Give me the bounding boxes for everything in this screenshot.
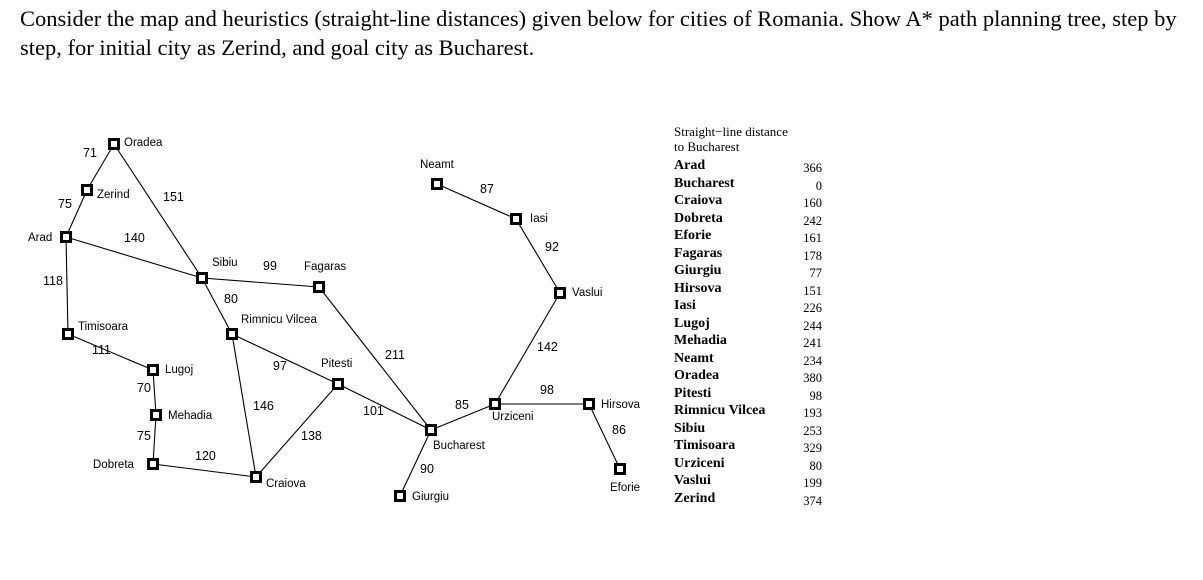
distance-bucharest-urziceni: 85 [455, 398, 469, 412]
distance-lugoj-mehadia: 70 [137, 381, 151, 395]
city-node-oradea [108, 138, 120, 150]
road-craiova-pitesti [256, 384, 338, 477]
city-node-iasi [510, 213, 522, 225]
distance-dobreta-craiova: 120 [195, 449, 216, 463]
heuristic-row-city: Dobreta [674, 211, 723, 226]
heuristic-row-city: Sibiu [674, 421, 706, 436]
heuristic-row-city: Vaslui [674, 473, 711, 488]
city-node-lugoj [147, 364, 159, 376]
heuristic-row-value: 234 [803, 354, 822, 368]
heuristic-row-city: Pitesti [674, 386, 712, 401]
heuristic-row-value: 226 [803, 301, 822, 315]
city-label-iasi: Iasi [530, 213, 548, 225]
city-node-pitesti [332, 378, 344, 390]
city-label-fagaras: Fagaras [304, 261, 347, 273]
city-node-mehadia [150, 409, 162, 421]
city-node-zerind [81, 184, 93, 196]
distance-pitesti-bucharest: 101 [363, 404, 384, 418]
heuristic-table-title-line2: to Bucharest [674, 139, 740, 154]
heuristic-row-city: Fagaras [674, 246, 723, 261]
distance-urziceni-hirsova: 98 [540, 383, 554, 397]
heuristic-row-city: Giurgiu [674, 263, 722, 278]
city-label-lugoj: Lugoj [165, 364, 194, 376]
distance-hirsova-eforie: 86 [612, 423, 626, 437]
road-mehadia-dobreta [153, 415, 156, 464]
road-oradea-sibiu [114, 144, 202, 278]
city-label-mehadia: Mehadia [168, 410, 213, 422]
heuristic-row-value: 329 [803, 441, 822, 455]
heuristic-row-value: 98 [809, 389, 822, 403]
distance-fagaras-bucharest: 211 [385, 348, 405, 362]
city-node-giurgiu [394, 490, 406, 502]
heuristic-row-value: 80 [809, 459, 822, 473]
city-node-rimnicu [226, 328, 238, 340]
heuristic-row-value: 161 [803, 231, 822, 245]
heuristic-row-value: 193 [803, 406, 822, 420]
road-pitesti-bucharest [338, 384, 431, 430]
city-node-hirsova [583, 398, 595, 410]
distance-iasi-neamt: 87 [480, 182, 494, 196]
heuristic-row-city: Rimnicu Vilcea [674, 403, 766, 418]
heuristic-row-value: 242 [803, 214, 822, 228]
distance-rimnicu-craiova: 146 [253, 399, 274, 413]
heuristic-row-value: 199 [803, 476, 822, 490]
heuristic-table [674, 124, 823, 508]
distance-arad-timisoara: 118 [43, 274, 63, 288]
heuristic-row-city: Hirsova [674, 281, 722, 296]
road-sibiu-rimnicu [202, 278, 232, 334]
road-arad-timisoara [66, 237, 68, 334]
question-text: Consider the map and heuristics (straight-line distances) given below for cities of Romania. Show A* path planning tree, step by step, for initial city as Zerind, and goal city as Bucharest. [20, 6, 1177, 60]
city-label-pitesti: Pitesti [321, 358, 353, 370]
heuristic-row-city: Iasi [674, 298, 696, 313]
distance-craiova-pitesti: 138 [301, 429, 322, 443]
heuristic-row-value: 366 [803, 161, 822, 175]
heuristic-row-city: Neamt [674, 351, 714, 366]
distance-urziceni-vaslui: 142 [537, 340, 558, 354]
city-node-urziceni [489, 398, 501, 410]
city-label-zerind: Zerind [97, 189, 130, 201]
distance-sibiu-rimnicu: 80 [224, 292, 238, 306]
road-dobreta-craiova [153, 464, 256, 477]
distance-labels [43, 146, 626, 476]
city-node-neamt [431, 178, 443, 190]
heuristic-row-city: Arad [674, 158, 706, 173]
city-label-arad: Arad [28, 232, 53, 244]
heuristic-row-value: 0 [815, 179, 822, 193]
city-nodes [60, 138, 626, 502]
heuristic-row-value: 77 [809, 266, 822, 280]
city-label-vaslui: Vaslui [572, 287, 603, 299]
city-node-fagaras [313, 281, 325, 293]
heuristic-row-value: 160 [803, 196, 822, 210]
heuristic-row-value: 178 [803, 249, 822, 263]
heuristic-row-value: 151 [803, 284, 822, 298]
city-label-timisoara: Timisoara [78, 321, 129, 333]
heuristic-row-city: Mehadia [674, 333, 727, 348]
city-label-eforie: Eforie [610, 482, 641, 494]
city-label-craiova: Craiova [266, 478, 306, 490]
distance-timisoara-lugoj: 111 [92, 343, 112, 357]
heuristic-row-city: Zerind [674, 491, 716, 506]
road-iasi-neamt [437, 184, 516, 219]
distance-sibiu-fagaras: 99 [263, 259, 277, 273]
city-node-timisoara [62, 328, 74, 340]
heuristic-row-value: 253 [803, 424, 822, 438]
heuristic-table-title-line1: Straight−line distance [674, 124, 788, 139]
city-label-oradea: Oradea [124, 137, 163, 149]
city-label-hirsova: Hirsova [601, 399, 640, 411]
heuristic-row-value: 244 [803, 319, 822, 333]
heuristic-row-city: Craiova [674, 193, 723, 208]
city-node-craiova [250, 471, 262, 483]
distance-oradea-sibiu: 151 [163, 190, 184, 204]
road-sibiu-fagaras [202, 278, 319, 287]
city-label-giurgiu: Giurgiu [412, 491, 450, 503]
heuristic-row-city: Lugoj [674, 316, 710, 331]
heuristic-row-city: Timisoara [674, 438, 736, 453]
city-node-arad [60, 231, 72, 243]
city-label-bucharest: Bucharest [433, 440, 485, 452]
distance-bucharest-giurgiu: 90 [420, 462, 434, 476]
city-node-vaslui [554, 287, 566, 299]
road-lugoj-mehadia [153, 370, 156, 415]
distance-vaslui-iasi: 92 [545, 240, 559, 254]
city-label-neamt: Neamt [420, 159, 454, 171]
distance-rimnicu-pitesti: 97 [273, 359, 287, 373]
heuristic-row-value: 380 [803, 371, 822, 385]
heuristic-row-city: Eforie [674, 228, 712, 243]
heuristic-row-value: 241 [803, 336, 822, 350]
city-label-dobreta: Dobreta [93, 459, 134, 471]
distance-zerind-arad: 75 [58, 197, 72, 211]
heuristic-row-city: Urziceni [674, 456, 725, 471]
distance-mehadia-dobreta: 75 [137, 429, 151, 443]
city-node-sibiu [196, 272, 208, 284]
roads [66, 144, 620, 496]
city-label-sibiu: Sibiu [212, 257, 238, 269]
distance-arad-sibiu: 140 [124, 231, 145, 245]
city-node-dobreta [147, 458, 159, 470]
heuristic-row-value: 374 [803, 494, 822, 508]
road-vaslui-iasi [516, 219, 560, 293]
city-node-eforie [614, 463, 626, 475]
heuristic-row-city: Bucharest [674, 176, 735, 191]
city-label-rimnicu: Rimnicu Vilcea [241, 314, 317, 326]
city-label-urziceni: Urziceni [492, 411, 534, 423]
heuristic-row-city: Oradea [674, 368, 720, 383]
city-node-bucharest [425, 424, 437, 436]
city-labels [28, 137, 641, 503]
distance-oradea-zerind: 71 [83, 146, 97, 160]
